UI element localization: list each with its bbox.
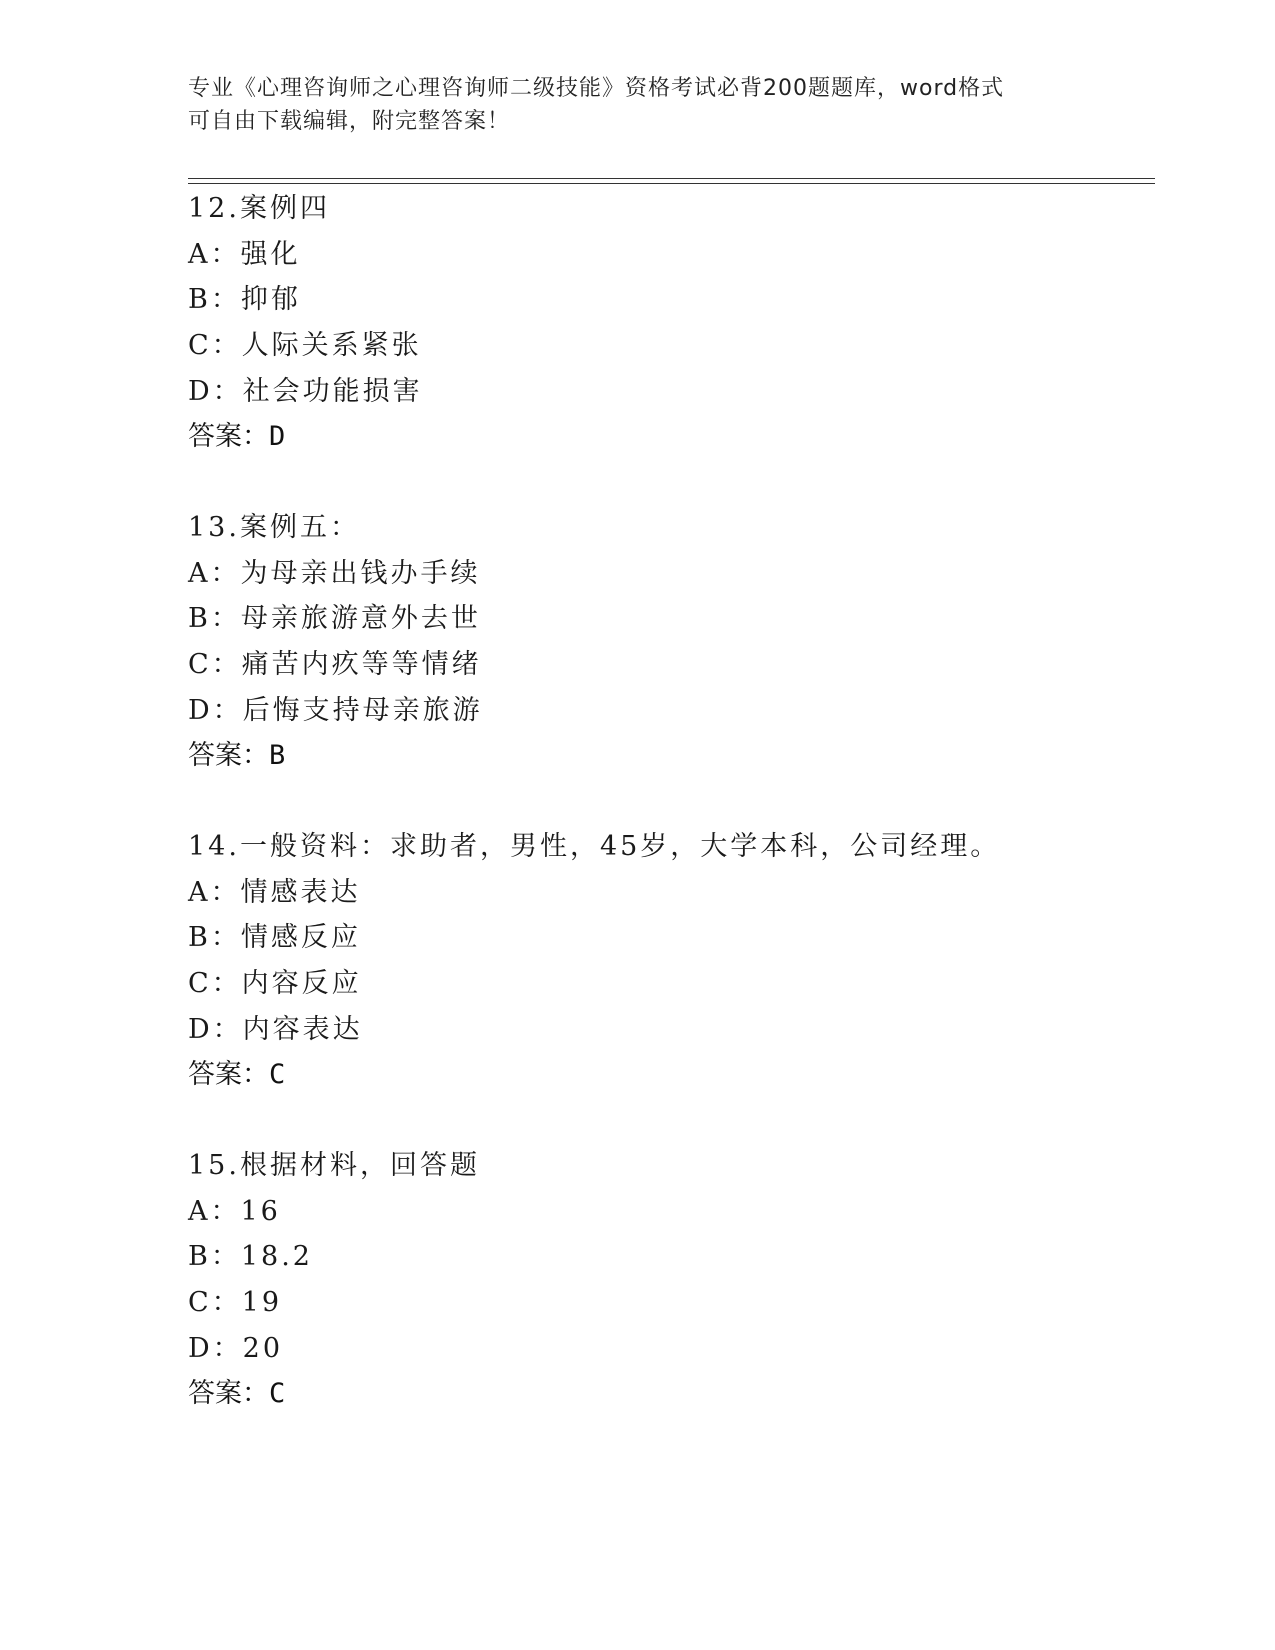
question-title: 14.一般资料：求助者，男性，45岁，大学本科，公司经理。 (188, 831, 1001, 862)
header-line-1: 专业《心理咨询师之心理咨询师二级技能》资格考试必背200题题库，word格式 (188, 76, 1005, 101)
question-15 (188, 1143, 1148, 1417)
option-d: D：内容表达 (188, 1013, 363, 1045)
answer-label: 答案： (188, 1378, 269, 1410)
option-c: C：内容反应 (188, 968, 362, 1000)
answer-line (188, 733, 1148, 779)
document-header (188, 72, 1088, 138)
answer-value: D (269, 421, 286, 453)
answer-label: 答案： (188, 1059, 269, 1091)
answer-line (188, 414, 1148, 460)
option-d: D：后悔支持母亲旅游 (188, 694, 483, 726)
answer-value: C (269, 1059, 286, 1091)
question-12 (188, 186, 1148, 460)
answer-line (188, 1052, 1148, 1098)
question-14 (188, 824, 1148, 1098)
question-title: 12.案例四 (188, 193, 330, 224)
option-a: A：16 (188, 1195, 281, 1227)
header-divider-top (188, 178, 1155, 179)
option-d: D：20 (188, 1332, 284, 1364)
option-b: B：18.2 (188, 1241, 313, 1273)
option-d: D：社会功能损害 (188, 375, 423, 407)
answer-value: B (269, 740, 286, 772)
header-line-2: 可自由下载编辑，附完整答案！ (188, 109, 511, 134)
header-divider-bottom (188, 183, 1155, 184)
answer-line (188, 1371, 1148, 1417)
answer-label: 答案： (188, 740, 269, 772)
answer-value: C (269, 1378, 286, 1410)
question-title: 13.案例五： (188, 512, 360, 543)
option-b: B：抑郁 (188, 284, 301, 316)
option-c: C：痛苦内疚等等情绪 (188, 649, 482, 681)
option-a: A：为母亲出钱办手续 (188, 557, 481, 589)
option-c: C：人际关系紧张 (188, 330, 422, 362)
option-b: B：情感反应 (188, 922, 361, 954)
question-13 (188, 505, 1148, 779)
option-c: C：19 (188, 1287, 283, 1319)
option-b: B：母亲旅游意外去世 (188, 603, 481, 635)
option-a: A：强化 (188, 238, 301, 270)
answer-label: 答案： (188, 421, 269, 453)
question-title: 15.根据材料，回答题 (188, 1150, 480, 1181)
option-a: A：情感表达 (188, 876, 361, 908)
